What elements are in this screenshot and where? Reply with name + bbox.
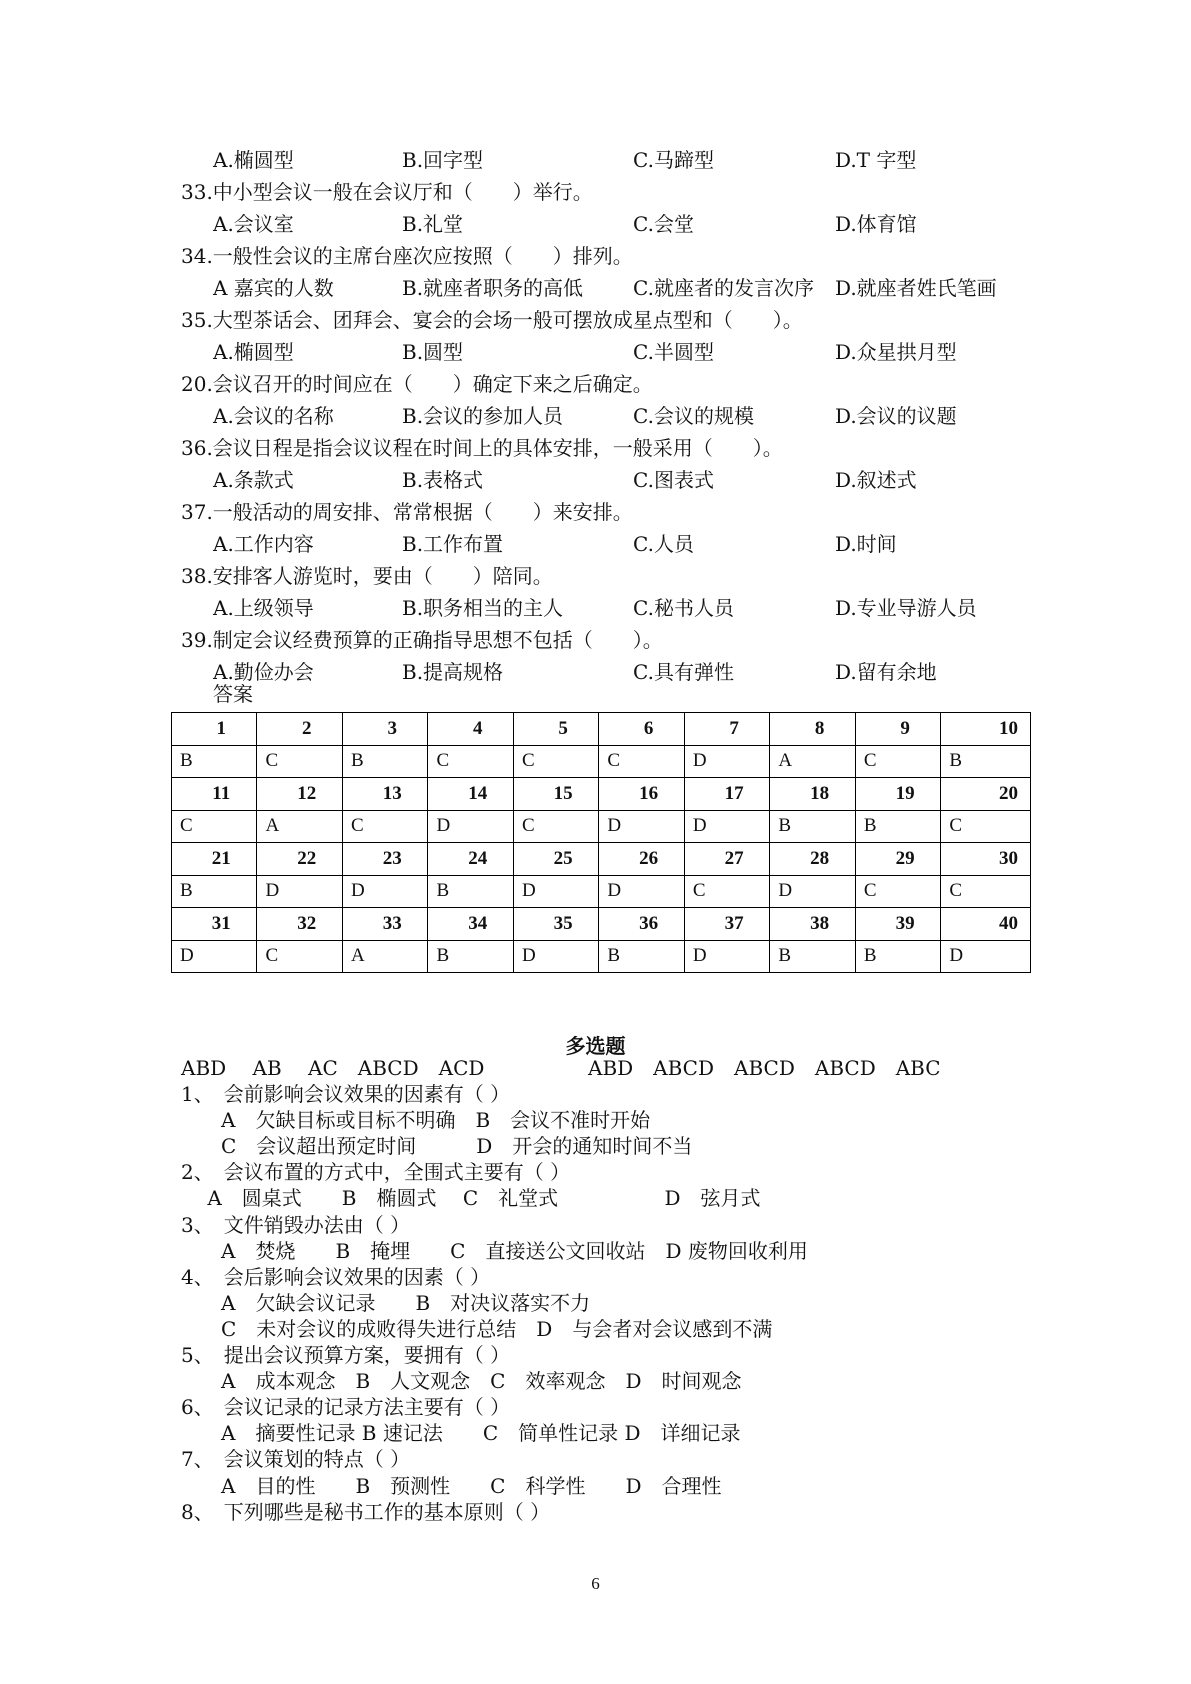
answer-value-row xyxy=(172,875,1031,908)
answer-value-cell: D xyxy=(599,810,684,843)
answer-value-cell: C xyxy=(855,875,940,908)
option-text: D.留有余地 xyxy=(835,660,937,684)
option-text: D.叙述式 xyxy=(835,468,917,492)
option-text: C.会堂 xyxy=(633,212,694,236)
answer-value-cell: A xyxy=(770,745,855,778)
multi-choice-line: A 成本观念 B 人文观念 C 效率观念 D 时间观念 xyxy=(181,1369,742,1394)
question-text: 39.制定会议经费预算的正确指导思想不包括（ ）。 xyxy=(181,628,663,652)
option-text: D.T 字型 xyxy=(835,148,917,172)
option-text: C.秘书人员 xyxy=(633,596,734,620)
question-text: 37.一般活动的周安排、常常根据（ ）来安排。 xyxy=(181,500,633,524)
question-number-cell: 32 xyxy=(257,908,342,941)
option-text: C.人员 xyxy=(633,532,694,556)
option-text: C.具有弹性 xyxy=(633,660,734,684)
question-number-cell: 14 xyxy=(428,778,513,811)
multi-choice-line: A 圆桌式 B 椭圆式 C 礼堂式 D 弦月式 xyxy=(181,1186,761,1211)
answer-value-cell: D xyxy=(684,810,769,843)
question-number-cell: 8 xyxy=(770,713,855,746)
answer-value-cell: B xyxy=(172,745,257,778)
answer-value-cell: B xyxy=(855,940,940,973)
answer-value-cell: C xyxy=(172,810,257,843)
option-text: D.就座者姓氏笔画 xyxy=(835,276,997,300)
question-number-cell: 11 xyxy=(172,778,257,811)
question-number-cell: 7 xyxy=(684,713,769,746)
option-text: B.圆型 xyxy=(402,340,464,364)
answer-value-cell: A xyxy=(342,940,427,973)
multi-choice-line: A 欠缺会议记录 B 对决议落实不力 xyxy=(181,1290,591,1315)
option-text: B.提高规格 xyxy=(402,660,504,684)
multi-answers-right: ABD ABCD ABCD ABCD ABC xyxy=(588,1056,941,1080)
answer-value-cell: D xyxy=(428,810,513,843)
question-number-cell: 39 xyxy=(855,908,940,941)
question-number-cell: 36 xyxy=(599,908,684,941)
answer-value-cell: D xyxy=(172,940,257,973)
answer-value-cell: C xyxy=(941,875,1031,908)
question-number-cell: 31 xyxy=(172,908,257,941)
question-number-cell: 16 xyxy=(599,778,684,811)
answer-label: 答案 xyxy=(213,682,253,706)
option-text: D.会议的议题 xyxy=(835,404,957,428)
question-number-cell: 18 xyxy=(770,778,855,811)
answer-value-cell: B xyxy=(599,940,684,973)
option-text: B.会议的参加人员 xyxy=(402,404,564,428)
option-text: D.专业导游人员 xyxy=(835,596,977,620)
question-number-cell: 1 xyxy=(172,713,257,746)
option-text: C.就座者的发言次序 xyxy=(633,276,814,300)
option-text: A.椭圆型 xyxy=(213,340,294,364)
answer-value-cell: D xyxy=(513,875,598,908)
answer-number-row xyxy=(172,908,1031,941)
multi-choice-line: 5、 提出会议预算方案，要拥有（ ） xyxy=(181,1343,511,1367)
option-text: B.就座者职务的高低 xyxy=(402,276,584,300)
question-number-cell: 28 xyxy=(770,843,855,876)
answer-value-cell: D xyxy=(941,940,1031,973)
answer-value-cell: B xyxy=(428,875,513,908)
answer-value-cell: C xyxy=(428,745,513,778)
option-text: A.会议的名称 xyxy=(213,404,334,428)
answer-number-row xyxy=(172,713,1031,746)
option-text: D.时间 xyxy=(835,532,897,556)
option-text: B.回字型 xyxy=(402,148,484,172)
question-number-cell: 5 xyxy=(513,713,598,746)
question-text: 20.会议召开的时间应在（ ）确定下来之后确定。 xyxy=(181,372,653,396)
question-number-cell: 38 xyxy=(770,908,855,941)
option-text: A.上级领导 xyxy=(213,596,314,620)
answer-table xyxy=(171,712,1031,973)
question-number-cell: 17 xyxy=(684,778,769,811)
question-text: 38.安排客人游览时，要由（ ）陪同。 xyxy=(181,564,553,588)
answer-value-row xyxy=(172,940,1031,973)
question-number-cell: 13 xyxy=(342,778,427,811)
multi-choice-line: 1、 会前影响会议效果的因素有（ ） xyxy=(181,1082,511,1106)
option-text: A.会议室 xyxy=(213,212,294,236)
option-text: A.条款式 xyxy=(213,468,294,492)
multi-choice-line: 3、 文件销毁办法由（ ） xyxy=(181,1212,411,1237)
question-number-cell: 22 xyxy=(257,843,342,876)
option-text: B.职务相当的主人 xyxy=(402,596,564,620)
question-text: 34.一般性会议的主席台座次应按照（ ）排列。 xyxy=(181,244,633,268)
answer-value-cell: D xyxy=(257,875,342,908)
option-text: A.工作内容 xyxy=(213,532,314,556)
answer-value-cell: B xyxy=(172,875,257,908)
answer-value-cell: B xyxy=(941,745,1031,778)
option-text: B.礼堂 xyxy=(402,212,464,236)
multi-choice-line: 7、 会议策划的特点（ ） xyxy=(181,1447,411,1472)
answer-value-cell: C xyxy=(513,745,598,778)
question-number-cell: 12 xyxy=(257,778,342,811)
question-number-cell: 33 xyxy=(342,908,427,941)
answer-number-row xyxy=(172,778,1031,811)
multi-choice-line: A 目的性 B 预测性 C 科学性 D 合理性 xyxy=(181,1473,722,1498)
option-text: C.会议的规模 xyxy=(633,404,754,428)
answer-value-cell: B xyxy=(855,810,940,843)
multi-choice-line: 2、 会议布置的方式中，全围式主要有（ ） xyxy=(181,1160,571,1185)
multi-choice-line: C 未对会议的成败得失进行总结 D 与会者对会议感到不满 xyxy=(181,1316,773,1341)
multi-choice-line: A 焚烧 B 掩埋 C 直接送公文回收站 D 废物回收利用 xyxy=(181,1238,808,1263)
answer-value-cell: C xyxy=(599,745,684,778)
option-text: D.众星拱月型 xyxy=(835,340,957,364)
answer-value-cell: A xyxy=(257,810,342,843)
answer-value-cell: B xyxy=(770,940,855,973)
answer-value-cell: B xyxy=(770,810,855,843)
answer-value-cell: C xyxy=(855,745,940,778)
answer-value-cell: C xyxy=(513,810,598,843)
question-number-cell: 29 xyxy=(855,843,940,876)
answer-value-cell: D xyxy=(342,875,427,908)
option-text: A.椭圆型 xyxy=(213,148,294,172)
option-text: C.马蹄型 xyxy=(633,148,714,172)
question-number-cell: 19 xyxy=(855,778,940,811)
question-number-cell: 34 xyxy=(428,908,513,941)
answer-value-row xyxy=(172,810,1031,843)
multi-choice-line: 8、 下列哪些是秘书工作的基本原则（ ） xyxy=(181,1499,551,1524)
question-number-cell: 30 xyxy=(941,843,1031,876)
question-number-cell: 15 xyxy=(513,778,598,811)
question-number-cell: 40 xyxy=(941,908,1031,941)
answer-value-cell: C xyxy=(342,810,427,843)
answer-value-cell: B xyxy=(342,745,427,778)
multi-choice-line: A 摘要性记录 B 速记法 C 简单性记录 D 详细记录 xyxy=(181,1421,741,1446)
option-text: C.半圆型 xyxy=(633,340,714,364)
answer-value-cell: D xyxy=(513,940,598,973)
answer-value-cell: D xyxy=(770,875,855,908)
option-text: B.工作布置 xyxy=(402,532,504,556)
question-text: 33.中小型会议一般在会议厅和（ ）举行。 xyxy=(181,180,593,204)
multi-choice-title: 多选题 xyxy=(565,1034,626,1058)
answer-value-cell: C xyxy=(257,745,342,778)
multi-choice-line: 4、 会后影响会议效果的因素（ ） xyxy=(181,1264,491,1289)
answer-value-cell: D xyxy=(684,745,769,778)
answer-value-cell: C xyxy=(941,810,1031,843)
question-number-cell: 26 xyxy=(599,843,684,876)
question-number-cell: 10 xyxy=(941,713,1031,746)
answer-value-cell: B xyxy=(428,940,513,973)
question-number-cell: 3 xyxy=(342,713,427,746)
question-number-cell: 24 xyxy=(428,843,513,876)
question-number-cell: 25 xyxy=(513,843,598,876)
question-number-cell: 35 xyxy=(513,908,598,941)
answer-value-cell: C xyxy=(684,875,769,908)
question-number-cell: 20 xyxy=(941,778,1031,811)
question-number-cell: 27 xyxy=(684,843,769,876)
option-text: A 嘉宾的人数 xyxy=(213,276,334,300)
answer-number-row xyxy=(172,843,1031,876)
page-number: 6 xyxy=(591,1574,600,1593)
option-text: A.勤俭办会 xyxy=(213,660,314,684)
answer-value-cell: D xyxy=(599,875,684,908)
multi-choice-line: A 欠缺目标或目标不明确 B 会议不准时开始 xyxy=(181,1108,651,1133)
multi-choice-line: 6、 会议记录的记录方法主要有（ ） xyxy=(181,1395,511,1420)
option-text: D.体育馆 xyxy=(835,212,917,236)
question-number-cell: 23 xyxy=(342,843,427,876)
answer-value-row xyxy=(172,745,1031,778)
question-number-cell: 6 xyxy=(599,713,684,746)
question-number-cell: 37 xyxy=(684,908,769,941)
question-number-cell: 2 xyxy=(257,713,342,746)
multi-choice-line: C 会议超出预定时间 D 开会的通知时间不当 xyxy=(181,1134,693,1159)
option-text: C.图表式 xyxy=(633,468,714,492)
multi-answers-left: ABD AB AC ABCD ACD xyxy=(181,1056,485,1080)
question-text: 35.大型茶话会、团拜会、宴会的会场一般可摆放成星点型和（ ）。 xyxy=(181,308,803,332)
option-text: B.表格式 xyxy=(402,468,484,492)
question-number-cell: 9 xyxy=(855,713,940,746)
answer-value-cell: C xyxy=(257,940,342,973)
question-number-cell: 4 xyxy=(428,713,513,746)
question-number-cell: 21 xyxy=(172,843,257,876)
answer-value-cell: D xyxy=(684,940,769,973)
question-text: 36.会议日程是指会议议程在时间上的具体安排，一般采用（ ）。 xyxy=(181,436,783,460)
